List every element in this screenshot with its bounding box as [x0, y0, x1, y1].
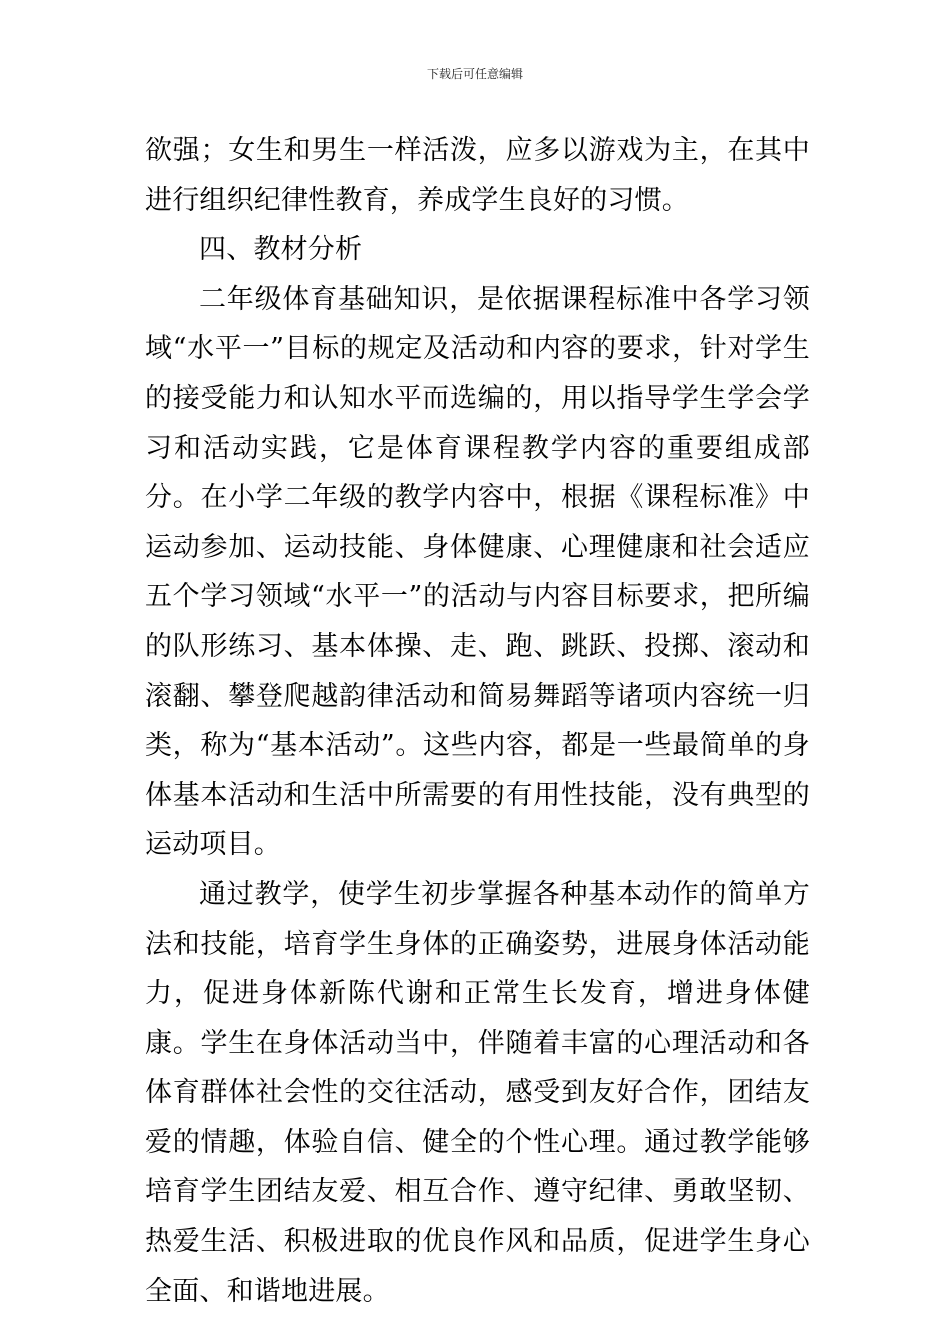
document-body [145, 126, 810, 1316]
paragraph-teaching-goals: 通过教学，使学生初步掌握各种基本动作的简单方法和技能，培育学生身体的正确姿势，进展身体活动能力，促进身体新陈代谢和正常生长发育，增进身体健康。学生在身体活动当中，伴随着丰富的心理活动和各体育群体社会性的交往活动，感受到友好合作，团结友爱的情趣，体验自信、健全的个性心理。通过教学能够培育学生团结友爱、相互合作、遵守纪律、勇敢坚韧、热爱生活、积极进取的优良作风和品质，促进学生身心全面、和谐地进展。 [145, 878, 810, 1307]
paragraph-continuation: 欲强；女生和男生一样活泼，应多以游戏为主，在其中进行组织纪律性教育，养成学生良好的习惯。 [145, 135, 810, 216]
paragraph-textbook-analysis: 二年级体育基础知识，是依据课程标准中各学习领域“水平一”目标的规定及活动和内容的要求，针对学生的接受能力和认知水平而选编的，用以指导学生学会学习和活动实践，它是体育课程教学内容的重要组成部分。在小学二年级的教学内容中，根据《课程标准》中运动参加、运动技能、身体健康、心理健康和社会适应五个学习领域“水平一”的活动与内容目标要求，把所编的队形练习、基本体操、走、跑、跳跃、投掷、滚动和滚翻、攀登爬越韵律活动和简易舞蹈等诸项内容统一归类，称为“基本活动”。这些内容，都是一些最简单的身体基本活动和生活中所需要的有用性技能，没有典型的运动项目。 [145, 283, 810, 861]
section-heading: 四、教材分析 [199, 234, 363, 266]
header-note: 下载后可任意编辑 [426, 67, 523, 81]
